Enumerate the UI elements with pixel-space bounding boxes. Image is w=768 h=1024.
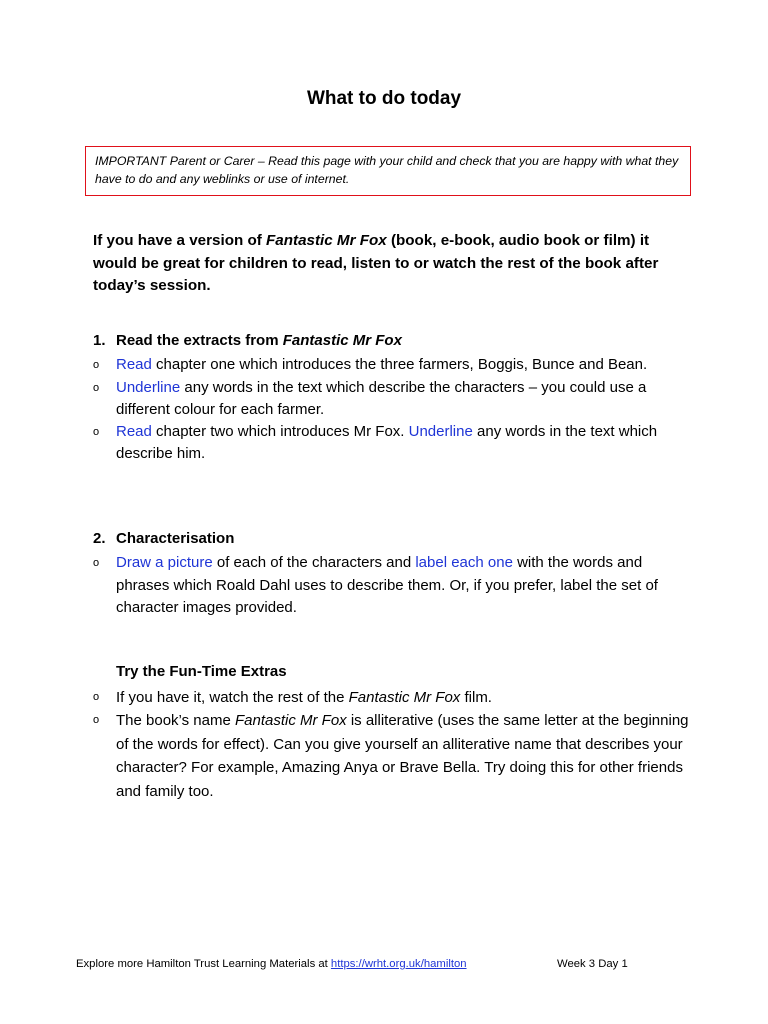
list-item-text: any words in the text which describe the characters – you could use a different colour for each farmer. (116, 378, 647, 418)
section-2-heading-text: Characterisation (116, 530, 235, 547)
list-item-text: chapter one which introduces the three farmers, Boggis, Bunce and Bean. (151, 356, 648, 374)
section-1-number: 1. (93, 332, 106, 349)
list-item-text: If you have it, watch the rest of the (116, 688, 349, 706)
section-read-extracts (93, 330, 693, 466)
hamilton-link[interactable]: https://wrht.org.uk/hamilton (330, 958, 467, 970)
book-title: Fantastic Mr Fox (234, 712, 347, 729)
list-item (93, 377, 693, 422)
bullet-icon: o (93, 557, 100, 570)
list-item-text: with the words and phrases which Roald Dahl uses to describe them. Or, if you prefer, label the set of character images provided. (116, 554, 658, 616)
instruction-verb: Underline (408, 423, 473, 441)
list-item-text: The book’s name (116, 712, 235, 729)
bullet-icon: o (93, 714, 100, 726)
section-3-heading: Try the Fun-Time Extras (116, 663, 287, 680)
footer-text: Explore more Hamilton Trust Learning Materials at (76, 958, 331, 970)
list-item-text: is alliterative (uses the same letter at the beginning of the words for effect). Can you give yourself an alliterative name that describes your character? For example, Amazing Anya or Brave Bella. Try doing this for other friends and family too. (116, 712, 689, 800)
instruction-verb: Read (116, 356, 152, 374)
section-3-list (93, 686, 693, 804)
section-1-heading-text: Read the extracts from (116, 332, 283, 349)
intro-book-title: Fantastic Mr Fox (266, 232, 387, 249)
book-title: Fantastic Mr Fox (348, 688, 461, 706)
week-day-label: Week 3 Day 1 (557, 958, 628, 970)
section-2-list (93, 552, 693, 619)
section-characterisation (93, 528, 693, 619)
page-footer (76, 958, 696, 970)
list-item (93, 552, 693, 619)
intro-text-2: (book, e-book, audio book or film) it would be great for children to read, listen to or watch the rest of the book after today’s session. (93, 232, 659, 294)
instruction-verb: Read (116, 423, 152, 441)
instruction-verb: label each one (415, 554, 513, 572)
bullet-icon: o (93, 381, 100, 394)
list-item-text: chapter two which introduces Mr Fox. (151, 423, 409, 441)
section-1-heading (93, 330, 693, 352)
list-item-text: of each of the characters and (212, 554, 416, 572)
section-1-heading-book: Fantastic Mr Fox (282, 332, 402, 349)
instruction-verb: Underline (116, 378, 181, 396)
list-item (93, 421, 693, 466)
section-2-heading (93, 528, 693, 550)
intro-paragraph (93, 230, 683, 298)
instruction-verb: Draw a picture (116, 554, 213, 572)
parent-notice-box: IMPORTANT Parent or Carer – Read this page with your child and check that you are happy with what they have to do and any weblinks or use of internet. (85, 146, 691, 196)
section-1-list (93, 354, 693, 465)
list-item (93, 709, 693, 803)
bullet-icon: o (93, 690, 100, 703)
section-fun-time-extras (93, 660, 693, 803)
bullet-icon: o (93, 426, 100, 439)
intro-text-1: If you have a version of (93, 232, 267, 249)
list-item (93, 354, 693, 376)
list-item (93, 686, 693, 710)
list-item-text: any words in the text which describe him. (116, 423, 658, 463)
page-title: What to do today (306, 88, 462, 109)
bullet-icon: o (93, 359, 100, 372)
list-item-text: film. (460, 688, 492, 706)
section-2-number: 2. (93, 530, 106, 547)
